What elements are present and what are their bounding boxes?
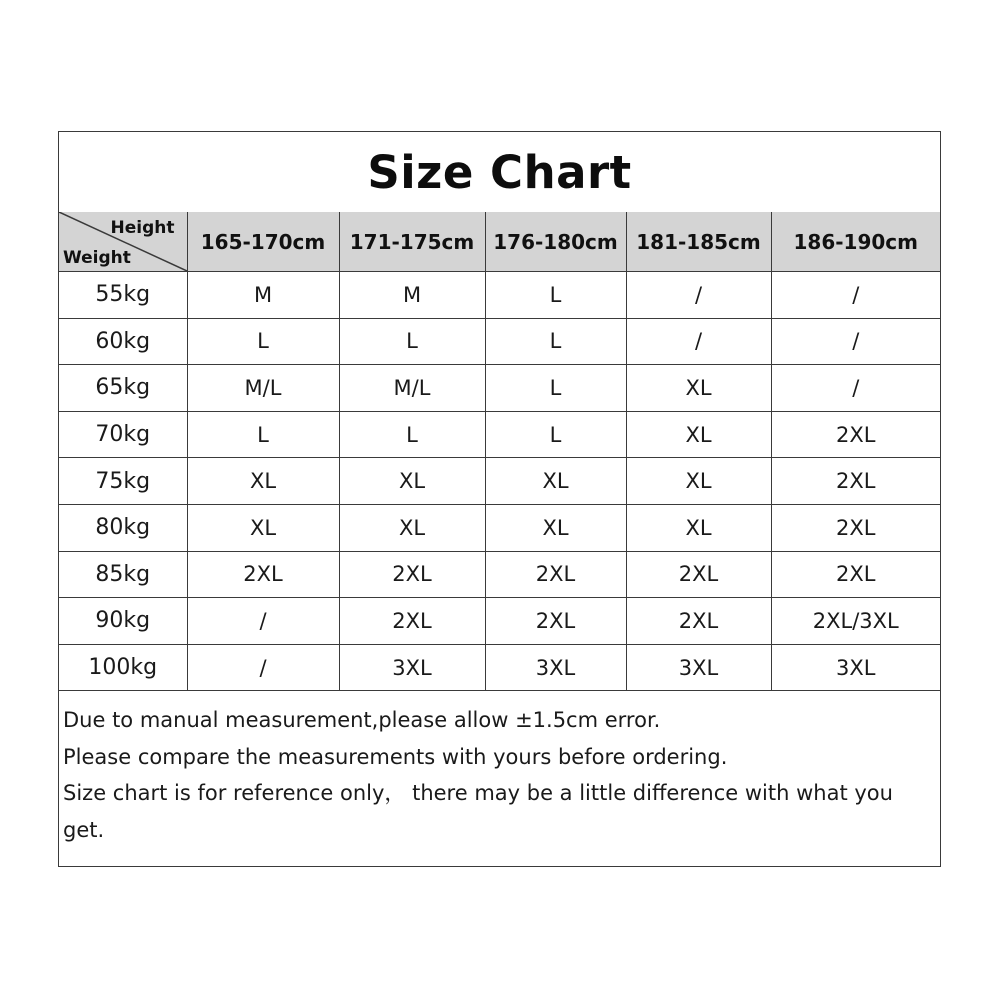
size-cell: L (339, 318, 485, 365)
size-cell: / (771, 318, 940, 365)
height-column-header: 171-175cm (339, 212, 485, 272)
size-cell: L (485, 365, 626, 412)
size-cell: 3XL (485, 644, 626, 691)
height-column-header: 165-170cm (187, 212, 339, 272)
note-line: Please compare the measurements with yours before ordering. (63, 744, 728, 769)
size-cell: / (187, 598, 339, 645)
notes-section (59, 692, 940, 848)
size-cell: 2XL (339, 551, 485, 598)
size-cell: 2XL (771, 411, 940, 458)
size-cell: 2XL/3XL (771, 598, 940, 645)
size-cell: / (771, 272, 940, 319)
size-table (59, 212, 940, 691)
size-cell: 2XL (626, 551, 771, 598)
size-cell: XL (339, 458, 485, 505)
size-cell: 3XL (626, 644, 771, 691)
size-cell: / (626, 272, 771, 319)
size-cell: M (187, 272, 339, 319)
size-cell: 3XL (339, 644, 485, 691)
size-cell: 2XL (485, 551, 626, 598)
height-column-header: 186-190cm (771, 212, 940, 272)
size-cell: M/L (187, 365, 339, 412)
table-row (59, 458, 940, 505)
size-cell: XL (626, 458, 771, 505)
weight-cell: 60kg (59, 318, 187, 365)
size-cell: M (339, 272, 485, 319)
weight-cell: 80kg (59, 504, 187, 551)
height-column-header: 176-180cm (485, 212, 626, 272)
size-cell: 2XL (771, 504, 940, 551)
size-cell: L (485, 411, 626, 458)
size-cell: / (626, 318, 771, 365)
table-row (59, 318, 940, 365)
size-cell: / (187, 644, 339, 691)
size-cell: XL (626, 365, 771, 412)
size-cell: L (485, 318, 626, 365)
table-row (59, 551, 940, 598)
size-cell: XL (485, 504, 626, 551)
weight-cell: 75kg (59, 458, 187, 505)
table-row (59, 411, 940, 458)
weight-cell: 55kg (59, 272, 187, 319)
size-cell: XL (339, 504, 485, 551)
weight-cell: 70kg (59, 411, 187, 458)
size-cell: 2XL (187, 551, 339, 598)
header-row (59, 212, 940, 272)
size-cell: M/L (339, 365, 485, 412)
size-cell: L (485, 272, 626, 319)
size-cell: 2XL (626, 598, 771, 645)
table-row (59, 272, 940, 319)
table-row (59, 365, 940, 412)
size-cell: XL (626, 411, 771, 458)
size-cell: / (771, 365, 940, 412)
size-cell: L (187, 411, 339, 458)
size-cell: 2XL (339, 598, 485, 645)
size-cell: L (187, 318, 339, 365)
table-row (59, 644, 940, 691)
weight-cell: 85kg (59, 551, 187, 598)
size-cell: XL (187, 504, 339, 551)
size-chart (58, 131, 941, 867)
size-cell: XL (626, 504, 771, 551)
size-cell: XL (485, 458, 626, 505)
corner-header-cell (59, 212, 187, 272)
size-cell: 3XL (771, 644, 940, 691)
weight-cell: 65kg (59, 365, 187, 412)
chart-title: Size Chart (59, 132, 940, 213)
height-axis-label: Height (110, 218, 175, 238)
size-cell: XL (187, 458, 339, 505)
note-line: Size chart is for reference only， there may be a little difference with what you get. (63, 781, 893, 842)
size-cell: 2XL (485, 598, 626, 645)
note-line: Due to manual measurement,please allow ±1.5cm error. (63, 708, 661, 732)
size-cell: 2XL (771, 458, 940, 505)
weight-cell: 90kg (59, 598, 187, 645)
weight-cell: 100kg (59, 644, 187, 691)
table-row (59, 598, 940, 645)
height-column-header: 181-185cm (626, 212, 771, 272)
table-row (59, 504, 940, 551)
size-cell: L (339, 411, 485, 458)
size-cell: 2XL (771, 551, 940, 598)
weight-axis-label: Weight (63, 248, 131, 268)
size-table-body (59, 212, 940, 691)
